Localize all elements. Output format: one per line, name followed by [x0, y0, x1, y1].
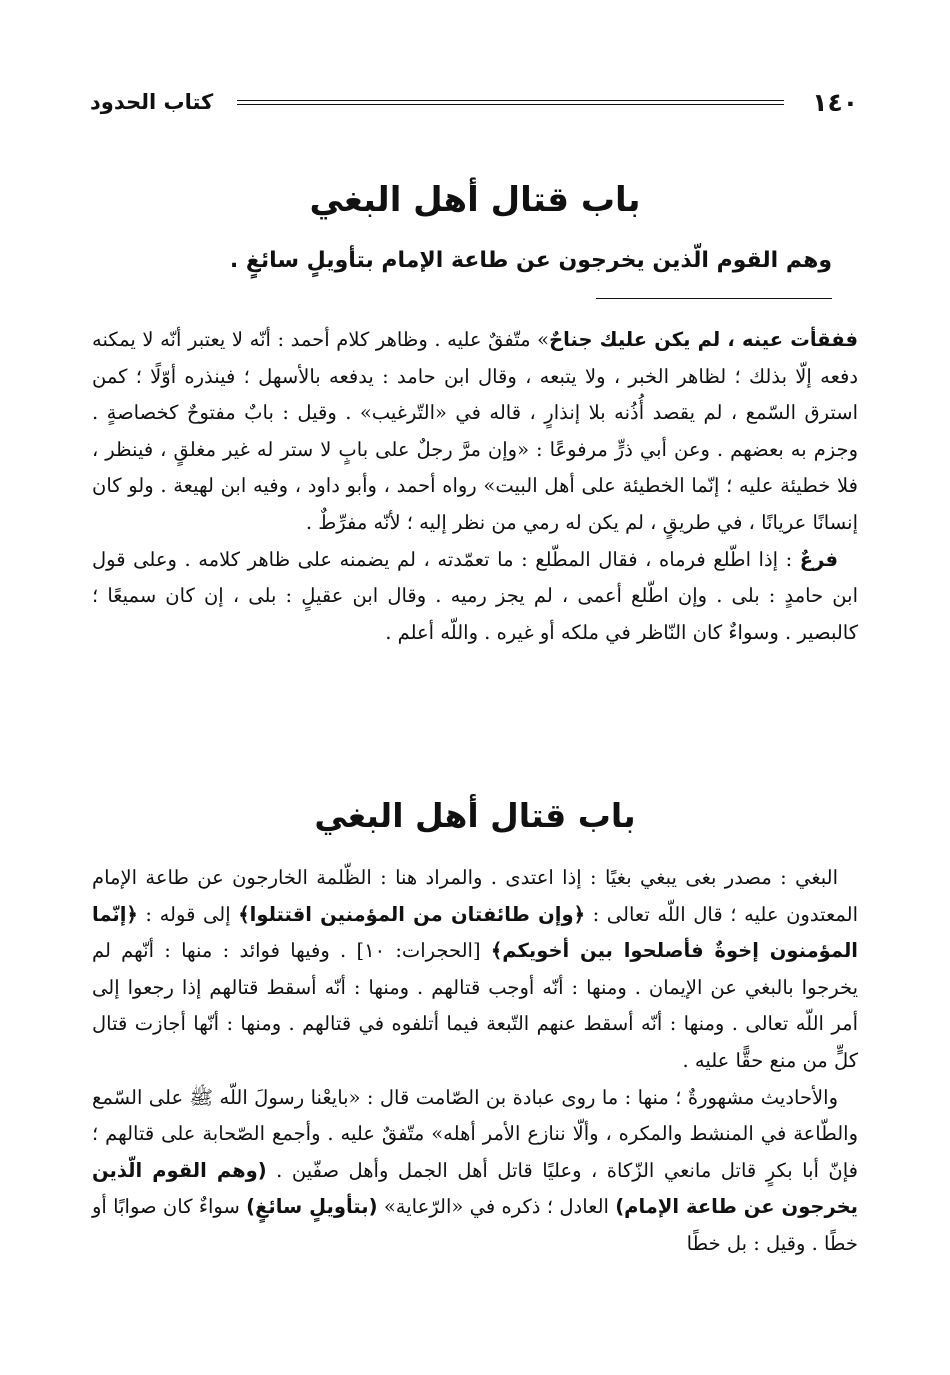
commentary-block [92, 322, 858, 651]
text-run: إلى قوله : [137, 902, 239, 926]
text-run: والأحاديث مشهورةٌ ؛ منها : ما روى عبادة بن الصّامت قال : «بايعْنا رسولَ اللّه ﷺ على السّمع والطّاعة في المنشط والمكره ، وألّا ننازع الأمر أهله» متّفقٌ عليه . وأجمع الصّحابة على قتالهم ؛ فإنّ أبا بكرٍ قاتل مانعي الزّكاة ، وعليًا قاتل أهل الجمل وأهل صفّين . [92, 1085, 858, 1182]
chapter-title: باب قتال أهل البغي [309, 180, 641, 220]
text-run: البغي : مصدر بغى يبغي بغيًا : إذا اعتدى . والمراد هنا : الظّلمة الخارجون عن طاعة الإمام المعتدون عليه ؛ قال اللّه تعالى : [92, 866, 858, 926]
commentary-paragraph-1 [92, 322, 858, 542]
header-rule [237, 100, 784, 105]
bold-text-run: ففقأت عينه ، لم يكن عليك جناحٌ [549, 328, 859, 351]
footnote-separator-rule [596, 298, 832, 299]
bold-text-run: (وهم القوم الّذين يخرجون عن طاعة الإمام) [92, 1158, 858, 1219]
bold-text-run: ﴿إنّما المؤمنون إخوةٌ فأصلحوا بين أخويكم﴾ [92, 902, 858, 963]
section-paragraph-1 [92, 860, 858, 1080]
book-title: كتاب الحدود [90, 90, 214, 114]
text-run: سواءٌ كان صوابًا أو خطًا . وقيل : بل خطًا [92, 1195, 858, 1255]
section-body [92, 860, 858, 1263]
commentary-paragraph-2 [92, 542, 858, 652]
section-paragraph-2 [92, 1080, 858, 1263]
chapter-subtitle: وهم القوم الّذين يخرجون عن طاعة الإمام بتأويلٍ سائغٍ . [229, 248, 832, 273]
page-number: ١٤٠ [812, 87, 858, 117]
running-header [90, 80, 858, 124]
text-run: [الحجرات: ١٠] . وفيها فوائد : منها : أنّهم لم يخرجوا بالبغي عن الإيمان . ومنها : أنّه أوجب قتالهم . ومنها : أنّه أسقط قتالهم إذا رجعوا إلى أمر اللّه تعالى . ومنها : أنّه أسقط عنهم التّبعة فيما أتلفوه في قتالهم . ومنها : أنّها أجازت قتال كلٍّ من منع حقًّا عليه . [92, 939, 858, 1072]
bold-text-run: (بتأويلٍ سائغٍ) [246, 1195, 378, 1219]
section-title: باب قتال أهل البغي [314, 796, 636, 835]
bold-text-run: ﴿وإن طائفتان من المؤمنين اقتتلوا﴾ [238, 902, 585, 926]
text-run: » متّفقٌ عليه . وظاهر كلام أحمد : أنّه لا يعتبر أنّه لا يمكنه دفعه إلّا بذلك ؛ لظاهر الخبر ، ولا يتبعه ، وقال ابن حامد : يدفعه بالأسهل ؛ فينذره أوّلًا ؛ كمن استرق السّمع ، لم يقصد أُذُنه بلا إنذارٍ ، قاله في «التّرغيب» . وقيل : بابٌ مفتوحٌ كخصاصةٍ . وجزم به بعضهم . وعن أبي ذرٍّ مرفوعًا : «وإن مرَّ رجلٌ على بابٍ لا ستر له غير مغلقٍ ، فينظر ، فلا خطيئة عليه ؛ إنّما الخطيئة على أهل البيت» رواه أحمد ، وأبو داود ، وفيه ابن لهيعة . ولو كان إنسانًا عريانًا ، في طريقٍ ، لم يكن له رمي من نظر إليه ؛ لأنّه مفرِّطٌ . [92, 328, 858, 534]
text-run: العادل ؛ ذكره في «الرّعاية» [377, 1195, 616, 1219]
bold-text-run: فرعٌ [799, 547, 838, 571]
text-run: : إذا اطّلع فرماه ، فقال المطّلع : ما تعمّدته ، لم يضمنه على ظاهر كلامه . وعلى قول ابن حامدٍ : بلى . وإن اطّلع أعمى ، لم يجز رميه . وقال ابن عقيلٍ : بلى ، إن كان سميعًا ؛ كالبصير . وسواءٌ كان النّاظر في ملكه أو غيره . واللّه أعلم . [92, 547, 858, 644]
